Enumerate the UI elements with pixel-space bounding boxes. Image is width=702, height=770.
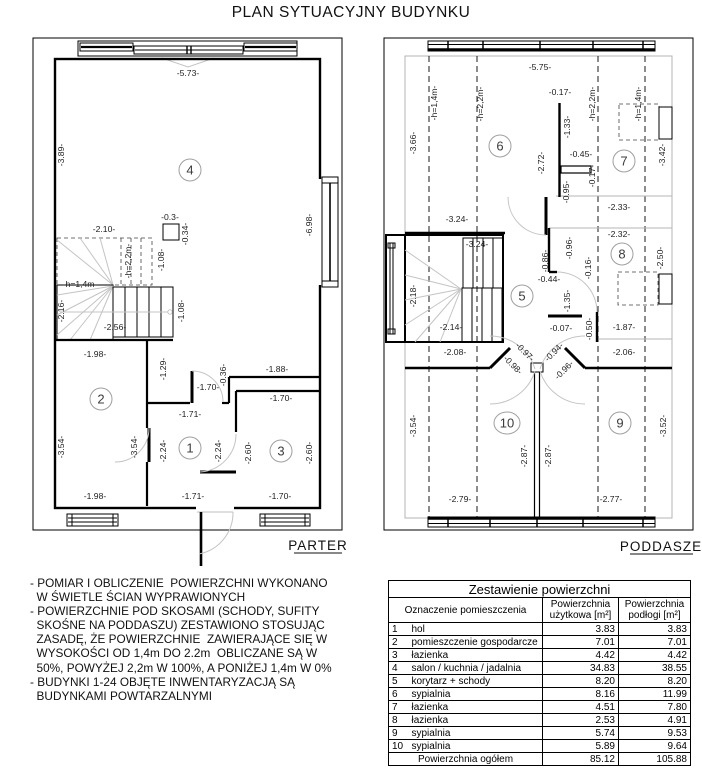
room-name: łazienka — [409, 701, 543, 714]
table-row — [389, 740, 691, 753]
room-number-text: 7 — [620, 153, 628, 169]
dimension-label: -1.33- — [562, 115, 572, 139]
dimension-label: -1.98- — [83, 349, 107, 359]
table-total-row — [389, 753, 691, 766]
useful-area-value: 4.42 — [543, 649, 619, 662]
room-name: korytarz + schody — [409, 675, 543, 688]
room-number — [494, 412, 520, 434]
dimension-label: -2.08- — [443, 347, 467, 357]
dimension-label: -2.24- — [158, 439, 168, 463]
poddasze-room-numbers — [489, 135, 635, 434]
parter-bottom-windows — [67, 514, 310, 526]
dimension-label: -2.87- — [519, 444, 529, 468]
dimension-label: -2.60- — [243, 441, 253, 465]
dimension-label: -h=1,4m- — [429, 85, 439, 121]
dimension-label: -1.87- — [612, 322, 636, 332]
room-index: 10 — [389, 740, 409, 753]
useful-area-value: 8.16 — [543, 688, 619, 701]
dimension-label: -0.16- — [583, 256, 593, 280]
page-title: PLAN SYTUACYJNY BUDYNKU — [231, 4, 471, 21]
table-title: Zestawienie powierzchni — [389, 581, 691, 598]
poddasze-top-windows — [428, 41, 655, 51]
room-number — [179, 159, 201, 181]
dimension-label: -0.94- — [542, 340, 566, 364]
room-number — [489, 135, 511, 157]
dimension-label: -1.88- — [265, 364, 289, 374]
floor-area-value: 8.20 — [619, 675, 691, 688]
dimension-label: -2.06- — [612, 347, 636, 357]
room-number-text: 3 — [277, 443, 285, 459]
note-line: ZASADĘ, ŻE POWIERZCHNIE ZAWIERAJĄCE SIĘ W — [30, 632, 328, 647]
room-name: sypialnia — [409, 727, 543, 740]
room-number-text: 9 — [616, 415, 624, 431]
poddasze-dimensions — [408, 62, 668, 504]
note-line: - BUDYNKI 1-24 OBJĘTE INWENTARYZACJĄ SĄ — [30, 674, 296, 689]
dimension-label: -1.70- — [196, 382, 220, 392]
table-row — [389, 662, 691, 675]
room-index: 9 — [389, 727, 409, 740]
dimension-label: -0.07- — [549, 323, 573, 333]
table-row — [389, 636, 691, 649]
note-line: - POWIERZCHNIE POD SKOSAMI (SCHODY, SUFITY — [30, 604, 320, 619]
total-useful-area: 85.12 — [543, 753, 619, 766]
table-row — [389, 714, 691, 727]
floor-area-value: 9.64 — [619, 740, 691, 753]
column-header-useful-area: Powierzchnia użytkowa [m²] — [543, 598, 619, 623]
poddasze-plan — [384, 38, 702, 554]
useful-area-value: 5.74 — [543, 727, 619, 740]
useful-area-value: 2.53 — [543, 714, 619, 727]
dimension-label: -0.98- — [501, 353, 525, 377]
dimension-label: -0.50- — [584, 317, 594, 341]
parter-plan — [33, 38, 348, 566]
room-number — [511, 285, 533, 307]
room-name: pomieszczenie gospodarcze — [409, 636, 543, 649]
dimension-label: -5.75- — [528, 62, 552, 72]
dimension-label: -1.29- — [158, 357, 168, 381]
room-number — [613, 150, 635, 172]
dimension-label: -5.73- — [176, 68, 200, 78]
dimension-label: -0.45- — [569, 149, 593, 159]
note-line: SKOŚNE NA PODDASZU) ZESTAWIONO STOSUJĄC — [30, 618, 325, 633]
attic-floor-outline — [405, 56, 672, 518]
room-number — [609, 412, 631, 434]
poddasze-bottom-windows — [428, 517, 655, 527]
room-number-text: 8 — [618, 246, 626, 262]
poddasze-left-window — [386, 235, 405, 342]
dimension-label: -2.16- — [56, 299, 66, 323]
room-name: sypialnia — [409, 740, 543, 753]
room-index: 8 — [389, 714, 409, 727]
room-name: łazienka — [409, 714, 543, 727]
column-header-room: Oznaczenie pomieszczenia — [389, 598, 543, 623]
dimension-label: -1.71- — [178, 409, 202, 419]
dimension-label: -3.24- — [465, 239, 489, 249]
room-index: 3 — [389, 649, 409, 662]
table-row — [389, 688, 691, 701]
dimension-label: -2.10- — [92, 224, 116, 234]
dimension-label: -2.18- — [408, 284, 418, 308]
useful-area-value: 7.01 — [543, 636, 619, 649]
useful-area-value: 4.51 — [543, 701, 619, 714]
room-index: 4 — [389, 662, 409, 675]
table-row — [389, 649, 691, 662]
room-number — [611, 243, 633, 265]
room-number-text: 6 — [496, 138, 504, 154]
area-table-wrapper — [388, 580, 691, 766]
column-header-floor-area: Powierzchnia podłogi [m²] — [619, 598, 691, 623]
room-number — [90, 388, 112, 410]
floor-area-value: 9.53 — [619, 727, 691, 740]
dimension-label: -3.54- — [408, 414, 418, 438]
room-number-text: 2 — [97, 391, 105, 407]
dimension-label: -3.66- — [408, 131, 418, 155]
dimension-label: -0.97- — [513, 340, 537, 364]
measurement-notes — [30, 576, 380, 703]
useful-area-value: 8.20 — [543, 675, 619, 688]
floor-area-value: 4.91 — [619, 714, 691, 727]
total-floor-area: 105.88 — [619, 753, 691, 766]
useful-area-value: 3.83 — [543, 623, 619, 636]
note-line: BUDYNKAMI POWTARZALNYMI — [30, 688, 212, 703]
note-line: WYSOKOŚCI OD 1,4m DO 2.2m OBLICZANE SĄ W — [30, 646, 318, 661]
dimension-label: -h=2,2m- — [123, 243, 133, 279]
dimension-label: -1.98- — [83, 491, 107, 501]
parter-right-window — [316, 177, 338, 287]
dimension-label: -3.42- — [657, 143, 667, 167]
entrance-door-swing — [199, 512, 233, 554]
table-row — [389, 727, 691, 740]
dimension-label: -1.08- — [176, 299, 186, 323]
dimension-label: -3.54- — [129, 435, 139, 459]
room-index: 1 — [389, 623, 409, 636]
dimension-label: -2.33- — [607, 202, 631, 212]
note-line: 50%, POWYŻEJ 2,2m W 100%, A PONIŻEJ 1,4m W 0% — [30, 660, 332, 675]
dimension-label: -2.14- — [439, 322, 463, 332]
dimension-label: -h=2,2m- — [587, 86, 597, 122]
room-number-text: 5 — [518, 288, 526, 304]
dimension-label: -h=1,4m- — [633, 86, 643, 122]
dimension-label: -2.50- — [655, 246, 665, 270]
room-name: hol — [409, 623, 543, 636]
parter-dimensions — [56, 68, 314, 501]
room-index: 2 — [389, 636, 409, 649]
room-number — [179, 437, 201, 459]
note-line: - POMIAR I OBLICZENIE POWIERZCHNI WYKONANO — [30, 576, 328, 590]
dimension-label: -1.70- — [268, 491, 292, 501]
room-name: łazienka — [409, 649, 543, 662]
dimension-label: -1.71- — [181, 491, 205, 501]
table-row — [389, 701, 691, 714]
dimension-label: -1.35- — [562, 289, 572, 313]
room-index: 5 — [389, 675, 409, 688]
parter-floor-label: PARTER — [288, 538, 348, 553]
note-line: W ŚWIETLE ŚCIAN WYPRAWIONYCH — [30, 590, 246, 605]
dimension-label: -2.77- — [599, 494, 623, 504]
room-number-text: 4 — [186, 162, 194, 178]
rooms-9-10-divider — [531, 363, 543, 517]
dimension-label: -0.96- — [552, 358, 576, 382]
dimension-label: -2.87- — [543, 444, 553, 468]
dimension-label: -1.70- — [269, 393, 293, 403]
table-row — [389, 675, 691, 688]
dimension-label: -2.32- — [607, 229, 631, 239]
dimension-label: -2.79- — [448, 494, 472, 504]
room-number-text: 10 — [499, 415, 515, 431]
useful-area-value: 34.83 — [543, 662, 619, 675]
dimension-label: -3.54- — [56, 435, 66, 459]
dimension-label: -0.17- — [587, 164, 597, 188]
dimension-label: -1.08- — [156, 248, 166, 272]
floor-area-value: 38.55 — [619, 662, 691, 675]
dimension-label: -0.17- — [548, 87, 572, 97]
dimension-label: -6.98- — [304, 213, 314, 237]
floor-area-value: 7.01 — [619, 636, 691, 649]
dimension-label: -0.95- — [561, 180, 571, 204]
dimension-label: -h=2,2m- — [475, 86, 485, 122]
dimension-label: -3.52- — [658, 414, 668, 438]
floor-area-value: 11.99 — [619, 688, 691, 701]
table-row — [389, 623, 691, 636]
dimension-label: -0.96- — [564, 236, 574, 260]
room-name: salon / kuchnia / jadalnia — [409, 662, 543, 675]
parter-doors — [115, 371, 236, 566]
dimension-label: -2.60- — [304, 441, 314, 465]
dimension-label: -0.3- — [161, 212, 179, 222]
area-table — [388, 580, 691, 766]
dimension-label: -2.56- — [103, 322, 127, 332]
poddasze-gray-partitions — [549, 196, 672, 339]
chimney-shaft — [163, 224, 179, 240]
room-index: 6 — [389, 688, 409, 701]
dimension-label: -0.44- — [537, 274, 561, 284]
dimension-label: -2.72- — [536, 151, 546, 175]
dimension-label: -0.34- — [180, 222, 190, 246]
total-label: Powierzchnia ogółem — [389, 753, 543, 766]
dimension-label: -0.36- — [218, 363, 228, 387]
dimension-label: -3.24- — [445, 214, 469, 224]
room-number-text: 1 — [186, 440, 194, 456]
parter-top-windows — [78, 41, 297, 67]
floor-area-value: 4.42 — [619, 649, 691, 662]
dimension-label: -h=1,4m- — [62, 279, 98, 289]
floor-area-value: 7.80 — [619, 701, 691, 714]
dimension-label: -2.24- — [213, 439, 223, 463]
poddasze-floor-label: PODDASZE — [619, 539, 702, 554]
room-number — [270, 440, 292, 462]
room-name: sypialnia — [409, 688, 543, 701]
height-zone-lines — [429, 56, 645, 518]
useful-area-value: 5.89 — [543, 740, 619, 753]
dimension-label: -3.89- — [56, 143, 66, 167]
dimension-label: -0.86- — [540, 249, 550, 273]
room-index: 7 — [389, 701, 409, 714]
floor-area-value: 3.83 — [619, 623, 691, 636]
